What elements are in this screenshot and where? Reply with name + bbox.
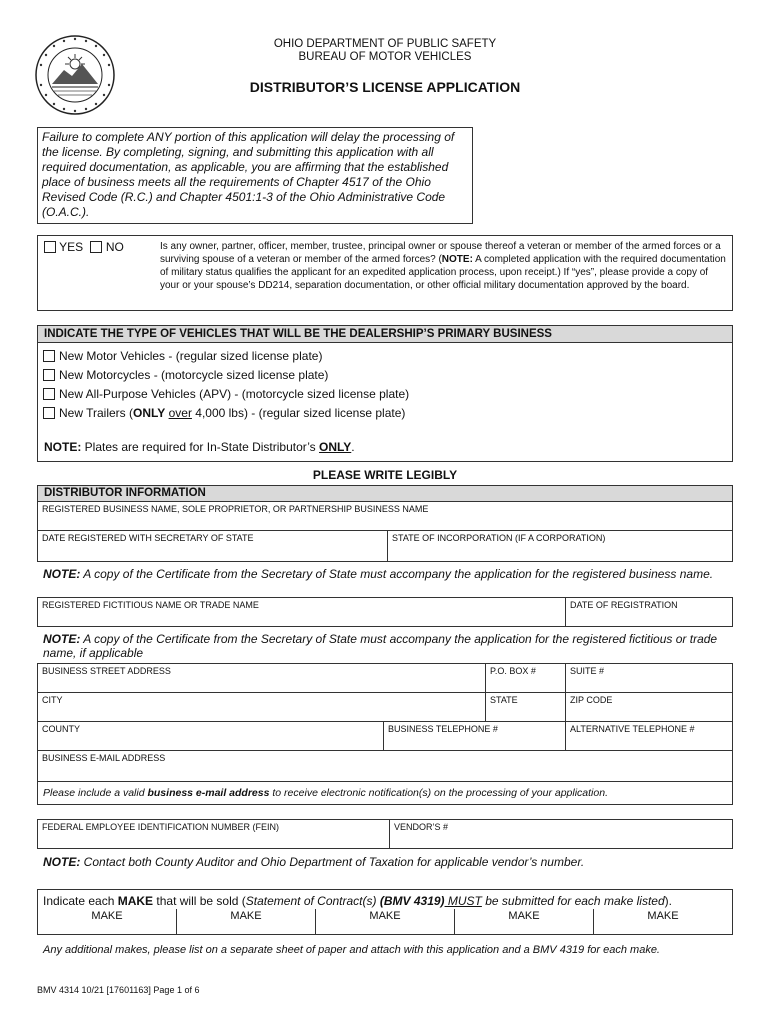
make-field-3[interactable]: MAKE xyxy=(316,909,455,935)
makes-intro: Indicate each MAKE that will be sold (Statement of Contract(s) (BMV 4319) MUST be submitted for each make listed). xyxy=(43,894,672,908)
business-telephone-field[interactable]: BUSINESS TELEPHONE # xyxy=(384,722,566,750)
veteran-yes-checkbox[interactable] xyxy=(44,241,56,253)
makes-box xyxy=(37,889,733,935)
make-field-5[interactable]: MAKE xyxy=(647,910,679,922)
make-field-4[interactable]: MAKE xyxy=(455,909,594,935)
bureau-name: BUREAU OF MOTOR VEHICLES xyxy=(298,51,472,63)
vendor-number-field[interactable]: VENDOR’S # xyxy=(394,822,449,832)
county-row xyxy=(37,721,733,751)
distributor-info-heading: DISTRIBUTOR INFORMATION xyxy=(37,485,733,501)
form-footer: BMV 4314 10/21 [17601163] Page 1 of 6 xyxy=(37,985,200,995)
po-box-field[interactable]: P.O. BOX # xyxy=(486,664,566,692)
fictitious-row xyxy=(37,597,733,627)
write-legibly: PLEASE WRITE LEGIBLY xyxy=(312,468,458,482)
street-address-field[interactable]: BUSINESS STREET ADDRESS xyxy=(38,664,486,692)
date-registered-field[interactable]: DATE REGISTERED WITH SECRETARY OF STATE xyxy=(38,531,388,561)
motorcycles-checkbox[interactable] xyxy=(43,369,55,381)
city-row xyxy=(37,692,733,722)
plates-note: NOTE: Plates are required for In-State Distributor’s ONLY. xyxy=(44,440,355,454)
city-field[interactable]: CITY xyxy=(38,693,486,721)
fein-row xyxy=(37,819,733,849)
fictitious-name-field[interactable]: REGISTERED FICTITIOUS NAME OR TRADE NAME xyxy=(38,598,566,626)
email-note: Please include a valid business e-mail address to receive electronic notification(s) on the processing of your application. xyxy=(37,781,733,805)
business-email-field[interactable]: BUSINESS E-MAIL ADDRESS xyxy=(37,750,733,782)
vehicle-type-heading: INDICATE THE TYPE OF VEHICLES THAT WILL BE THE DEALERSHIP’S PRIMARY BUSINESS xyxy=(37,325,733,343)
department-name: OHIO DEPARTMENT OF PUBLIC SAFETY xyxy=(273,38,497,50)
motor-vehicles-checkbox[interactable] xyxy=(43,350,55,362)
option-motorcycles[interactable]: New Motorcycles - (motorcycle sized license plate) xyxy=(43,368,328,382)
fein-field[interactable]: FEDERAL EMPLOYEE IDENTIFICATION NUMBER (FEIN) xyxy=(38,820,390,848)
form-title: DISTRIBUTOR’S LICENSE APPLICATION xyxy=(249,79,521,95)
vehicle-type-box xyxy=(37,343,733,462)
suite-field[interactable]: SUITE # xyxy=(570,666,605,676)
street-row xyxy=(37,663,733,693)
veteran-no-checkbox[interactable] xyxy=(90,241,102,253)
county-field[interactable]: COUNTY xyxy=(38,722,384,750)
alternative-telephone-field[interactable]: ALTERNATIVE TELEPHONE # xyxy=(570,724,695,734)
warning-notice: Failure to complete ANY portion of this application will delay the processing of the license. By completing, signing, and submitting this application with all required documentation, as applicable, you are affirming that the established place of business meets all the requirements of Chapter 4517 of the Ohio Revised Code (R.C.) and Chapter 4501:1-3 of the Ohio Administrative Code (O.A.C.). xyxy=(37,127,473,224)
apv-checkbox[interactable] xyxy=(43,388,55,400)
registration-row xyxy=(37,530,733,562)
state-incorporation-field[interactable]: STATE OF INCORPORATION (IF A CORPORATION) xyxy=(392,533,606,543)
date-of-registration-field[interactable]: DATE OF REGISTRATION xyxy=(570,600,678,610)
trailers-checkbox[interactable] xyxy=(43,407,55,419)
additional-makes-note: Any additional makes, please list on a separate sheet of paper and attach with this application and a BMV 4319 for each make. xyxy=(43,944,660,956)
option-motor-vehicles[interactable]: New Motor Vehicles - (regular sized license plate) xyxy=(43,349,322,363)
note-certificate-fictitious: NOTE: A copy of the Certificate from the Secretary of State must accompany the application for the registered fictitious or trade name, if applicable xyxy=(43,632,718,660)
make-field-1[interactable]: MAKE xyxy=(38,909,177,935)
make-field-2[interactable]: MAKE xyxy=(177,909,316,935)
business-name-field[interactable]: REGISTERED BUSINESS NAME, SOLE PROPRIETOR, OR PARTNERSHIP BUSINESS NAME xyxy=(37,501,733,531)
option-trailers[interactable]: New Trailers (ONLY over 4,000 lbs) - (regular sized license plate) xyxy=(43,406,405,420)
state-field[interactable]: STATE xyxy=(486,693,566,721)
veteran-question-text: Is any owner, partner, officer, member, trustee, principal owner or spouse thereof a veteran or member of the armed forces or a surviving spouse of a veteran or member of the armed forces? (NOTE: A completed application with the required documentation of military status qualifies the applicant for an expedited application process, upon receipt.) If “yes”, please provide a copy of your or your spouse’s DD214, separation documentation, or other official military documentation approved by the board. xyxy=(160,241,726,291)
veteran-yes-label: YES xyxy=(59,240,84,254)
note-vendor: NOTE: Contact both County Auditor and Ohio Department of Taxation for applicable vendor’s number. xyxy=(43,855,585,869)
veteran-no-label: NO xyxy=(105,240,124,254)
zip-code-field[interactable]: ZIP CODE xyxy=(570,695,613,705)
veteran-question-box xyxy=(37,235,733,311)
option-apv[interactable]: New All-Purpose Vehicles (APV) - (motorcycle sized license plate) xyxy=(43,387,409,401)
note-certificate-business: NOTE: A copy of the Certificate from the Secretary of State must accompany the application for the registered business name. xyxy=(43,567,714,581)
